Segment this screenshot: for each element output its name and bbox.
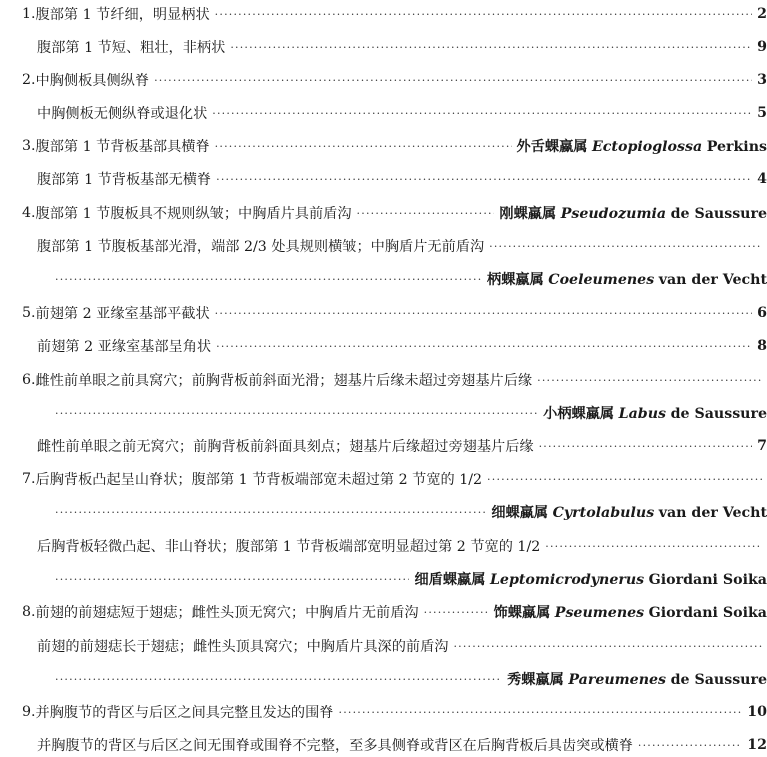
taxon-author: Perkins bbox=[707, 139, 767, 155]
couplet-text: 腹部第 1 节短、粗壮，非柄状 bbox=[37, 37, 225, 57]
taxon-genus: Cyrtolabulus bbox=[553, 505, 655, 521]
taxon-name bbox=[487, 269, 767, 289]
taxon-author: van der Vecht bbox=[659, 505, 767, 521]
taxon-name bbox=[499, 203, 767, 223]
couplet-text: 腹部第 1 节背板基部无横脊 bbox=[37, 169, 211, 189]
couplet-text: 腹部第 1 节腹板基部光滑，端部 2/3 处具规则横皱；中胸盾片无前盾沟 bbox=[37, 236, 484, 256]
couplet-text: 中胸侧板无侧纵脊或退化状 bbox=[37, 103, 207, 123]
leader-dots bbox=[545, 540, 762, 553]
taxon-chinese-name: 饰蜾蠃属 bbox=[494, 605, 551, 621]
key-line bbox=[0, 401, 767, 425]
taxon-chinese-name: 小柄蜾蠃属 bbox=[543, 406, 614, 422]
goto-number: 3 bbox=[757, 72, 767, 88]
leader-dots bbox=[539, 440, 753, 453]
couplet-text: 雌性前单眼之前无窝穴；前胸背板前斜面具刻点；翅基片后缘超过旁翅基片后缘 bbox=[37, 436, 534, 456]
couplet-text: 后胸背板凸起呈山脊状；腹部第 1 节背板端部宽未超过第 2 节宽的 1/2 bbox=[36, 469, 483, 489]
key-line bbox=[0, 434, 767, 458]
key-line bbox=[0, 35, 767, 59]
couplet-number: 2. bbox=[22, 72, 36, 88]
taxon-chinese-name: 细蜾蠃属 bbox=[491, 505, 548, 521]
couplet-text: 并胸腹节的背区与后区之间无围脊或围脊不完整，至多具侧脊或背区在后胸背板后具齿突或横脊 bbox=[37, 735, 633, 755]
key-line bbox=[0, 2, 767, 26]
key-line bbox=[0, 368, 767, 392]
key-line bbox=[0, 267, 767, 291]
leader-dots bbox=[55, 573, 409, 586]
leader-dots bbox=[489, 240, 762, 253]
leader-dots bbox=[215, 8, 752, 21]
leader-dots bbox=[55, 673, 502, 686]
key-line bbox=[0, 600, 767, 624]
couplet-text: 腹部第 1 节腹板具不规则纵皱；中胸盾片具前盾沟 bbox=[36, 203, 352, 223]
goto-number: 8 bbox=[757, 338, 767, 354]
leader-dots bbox=[215, 140, 512, 153]
goto-number: 7 bbox=[757, 438, 767, 454]
taxon-author: van der Vecht bbox=[659, 272, 767, 288]
leader-dots bbox=[154, 74, 752, 87]
goto-number: 4 bbox=[757, 171, 767, 187]
taxon-genus: Pseudozumia bbox=[561, 206, 666, 222]
couplet-number: 7. bbox=[22, 471, 36, 487]
key-line bbox=[0, 68, 767, 92]
key-line bbox=[0, 500, 767, 524]
key-line bbox=[0, 634, 767, 658]
taxon-genus: Pareumenes bbox=[568, 672, 666, 688]
taxon-name bbox=[507, 669, 767, 689]
key-line bbox=[0, 467, 767, 491]
couplet-number: 6. bbox=[22, 372, 36, 388]
couplet-number: 1. bbox=[22, 6, 36, 22]
taxon-chinese-name: 外舌蜾蠃属 bbox=[517, 139, 588, 155]
taxon-chinese-name: 柄蜾蠃属 bbox=[487, 272, 544, 288]
leader-dots bbox=[216, 173, 752, 186]
key-line bbox=[0, 134, 767, 158]
couplet-text: 后胸背板轻微凸起、非山脊状；腹部第 1 节背板端部宽明显超过第 2 节宽的 1/2 bbox=[37, 536, 540, 556]
couplet-text: 腹部第 1 节纤细，明显柄状 bbox=[36, 4, 210, 24]
taxon-name bbox=[414, 569, 767, 589]
leader-dots bbox=[216, 340, 752, 353]
goto-number: 5 bbox=[757, 105, 767, 121]
leader-dots bbox=[453, 640, 762, 653]
leader-dots bbox=[638, 739, 742, 752]
taxon-chinese-name: 刚蜾蠃属 bbox=[499, 206, 556, 222]
taxon-author: de Saussure bbox=[671, 672, 767, 688]
taxon-author: Giordani Soika bbox=[649, 605, 767, 621]
taxon-name bbox=[494, 602, 767, 622]
leader-dots bbox=[212, 107, 752, 120]
couplet-number: 8. bbox=[22, 604, 36, 620]
key-line bbox=[0, 301, 767, 325]
couplet-text: 并胸腹节的背区与后区之间具完整且发达的围脊 bbox=[36, 702, 334, 722]
leader-dots bbox=[55, 273, 482, 286]
goto-number: 12 bbox=[747, 737, 767, 753]
taxon-genus: Ectopioglossa bbox=[592, 139, 702, 155]
goto-number: 10 bbox=[747, 704, 767, 720]
leader-dots bbox=[357, 207, 495, 220]
couplet-text: 中胸侧板具侧纵脊 bbox=[36, 70, 150, 90]
leader-dots bbox=[339, 706, 743, 719]
taxon-genus: Pseumenes bbox=[555, 605, 644, 621]
couplet-number: 5. bbox=[22, 305, 36, 321]
key-line bbox=[0, 334, 767, 358]
couplet-text: 前翅第 2 亚缘室基部呈角状 bbox=[37, 336, 211, 356]
taxon-author: Giordani Soika bbox=[649, 572, 767, 588]
leader-dots bbox=[537, 374, 762, 387]
couplet-text: 腹部第 1 节背板基部具横脊 bbox=[36, 136, 210, 156]
couplet-number: 3. bbox=[22, 138, 36, 154]
taxon-genus: Labus bbox=[619, 406, 666, 422]
key-line bbox=[0, 201, 767, 225]
taxon-name bbox=[543, 403, 767, 423]
taxon-name bbox=[491, 502, 767, 522]
goto-number: 2 bbox=[757, 6, 767, 22]
couplet-text: 前翅的前翅痣长于翅痣；雌性头顶具窝穴；中胸盾片具深的前盾沟 bbox=[37, 636, 448, 656]
taxon-genus: Leptomicrodynerus bbox=[490, 572, 644, 588]
couplet-number: 9. bbox=[22, 704, 36, 720]
key-line bbox=[0, 733, 767, 757]
leader-dots bbox=[215, 307, 752, 320]
key-line bbox=[0, 700, 767, 724]
leader-dots bbox=[55, 407, 538, 420]
couplet-text: 雌性前单眼之前具窝穴；前胸背板前斜面光滑；翅基片后缘未超过旁翅基片后缘 bbox=[36, 370, 533, 390]
couplet-text: 前翅的前翅痣短于翅痣；雌性头顶无窝穴；中胸盾片无前盾沟 bbox=[36, 602, 419, 622]
key-line bbox=[0, 567, 767, 591]
leader-dots bbox=[55, 506, 486, 519]
key-line bbox=[0, 234, 767, 258]
key-line bbox=[0, 667, 767, 691]
taxon-chinese-name: 细盾蜾蠃属 bbox=[414, 572, 485, 588]
leader-dots bbox=[487, 473, 762, 486]
taxon-chinese-name: 秀蜾蠃属 bbox=[507, 672, 564, 688]
taxon-author: de Saussure bbox=[671, 206, 767, 222]
goto-number: 6 bbox=[757, 305, 767, 321]
key-line bbox=[0, 534, 767, 558]
couplet-number: 4. bbox=[22, 205, 36, 221]
taxon-genus: Coeleumenes bbox=[548, 272, 654, 288]
key-line bbox=[0, 167, 767, 191]
couplet-text: 前翅第 2 亚缘室基部平截状 bbox=[36, 303, 210, 323]
key-line bbox=[0, 101, 767, 125]
taxon-author: de Saussure bbox=[671, 406, 767, 422]
leader-dots bbox=[424, 606, 489, 619]
goto-number: 9 bbox=[757, 39, 767, 55]
leader-dots bbox=[230, 41, 752, 54]
taxon-name bbox=[517, 136, 767, 156]
